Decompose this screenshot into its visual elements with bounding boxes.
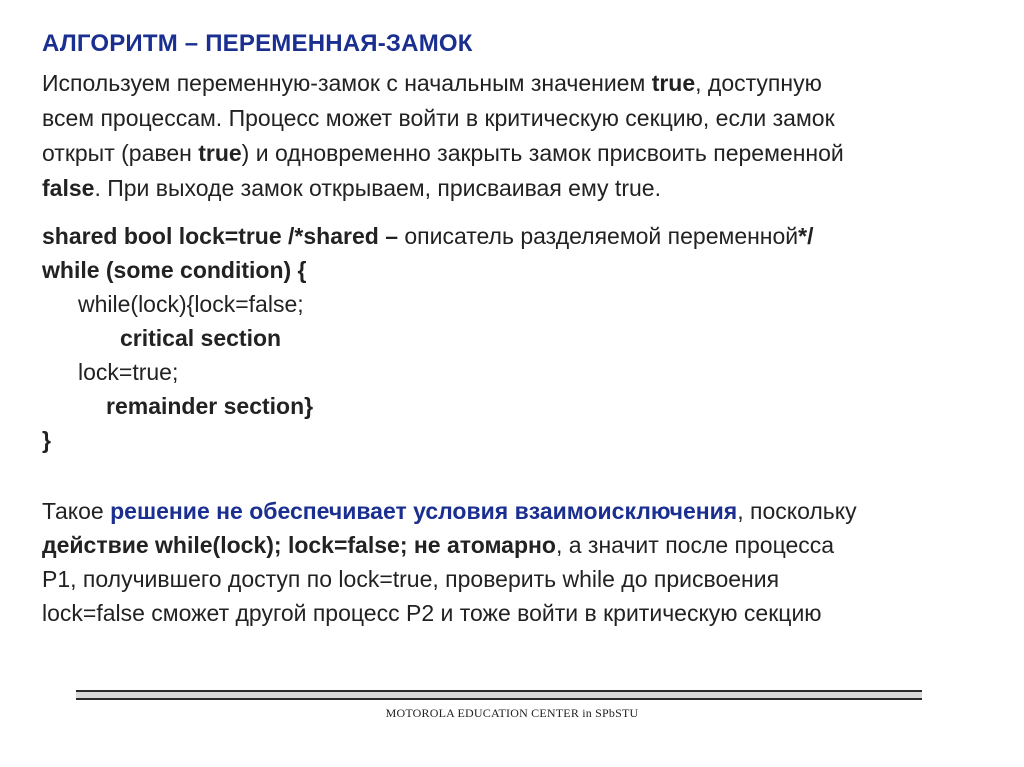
intro-line-3: открыт (равен true) и одновременно закрыть замок присвоить переменной xyxy=(42,140,844,166)
code-line-6: remainder section} xyxy=(106,393,314,419)
code-line-7: } xyxy=(42,427,51,453)
code-line-1: shared bool lock=true /*shared – описатель разделяемой переменной*/ xyxy=(42,223,814,249)
code-line-4: critical section xyxy=(120,325,282,351)
conclusion-line-1: Такое решение не обеспечивает условия взаимоисключения, поскольку xyxy=(42,498,857,524)
conclusion-line-3: P1, получившего доступ по lock=true, проверить while до присвоения xyxy=(42,566,780,592)
conclusion-paragraph xyxy=(42,494,857,630)
intro-line-1: Используем переменную-замок с начальным значением true, доступную xyxy=(42,70,822,96)
conclusion-line-2: действие while(lock); lock=false; не атомарно, а значит после процесса xyxy=(42,532,835,558)
footer-divider xyxy=(76,690,922,700)
intro-paragraph xyxy=(42,66,844,206)
intro-line-4: false. При выходе замок открываем, присваивая ему true. xyxy=(42,175,661,201)
code-line-3: while(lock){lock=false; xyxy=(78,291,304,317)
intro-line-2: всем процессам. Процесс может войти в критическую секцию, если замок xyxy=(42,105,835,131)
conclusion-line-4: lock=false сможет другой процесс P2 и тоже войти в критическую секцию xyxy=(42,600,822,626)
footer-text: MOTOROLA EDUCATION CENTER in SPbSTU xyxy=(385,706,639,720)
code-line-5: lock=true; xyxy=(78,359,179,385)
code-block xyxy=(42,219,814,457)
slide-title: АЛГОРИТМ – ПЕРЕМЕННАЯ-ЗАМОК xyxy=(42,30,473,57)
code-line-2: while (some condition) { xyxy=(42,257,307,283)
